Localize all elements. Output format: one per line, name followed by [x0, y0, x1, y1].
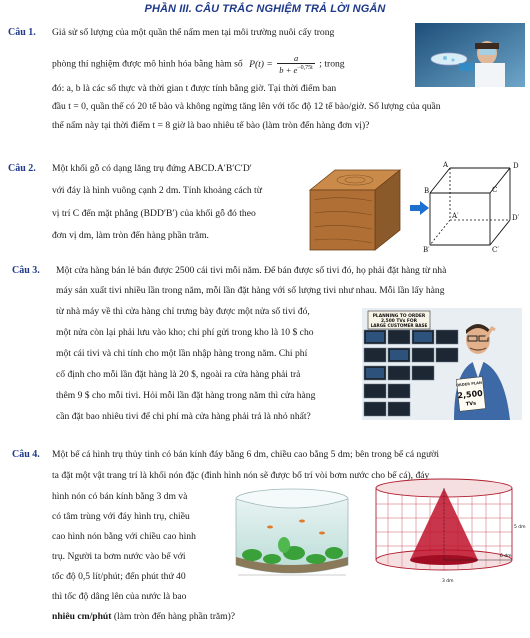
q1-line-4: đầu t = 0, quần thể có 20 tế bào và không ngừng tăng lên với tốc độ 12 tế bào/giờ. Số lượng của quần [52, 101, 441, 112]
svg-text:C′: C′ [492, 246, 499, 254]
q3-line-8: cần đặt bao nhiêu tivi để chi phí mà cửa hàng phải trả là nhỏ nhất? [56, 411, 311, 422]
svg-text:B: B [424, 187, 430, 195]
question-3-label: Câu 3. [12, 265, 40, 276]
q2-line-1: Một khối gỗ có dạng lăng trụ đứng ABCD.A′B′C′D′ [52, 163, 252, 174]
cylinder-cone-diagram [372, 478, 526, 590]
svg-text:2,500: 2,500 [457, 388, 484, 401]
question-4-label: Câu 4. [12, 449, 40, 460]
svg-text:TVs: TVs [465, 400, 477, 408]
q4-line-5: cao hình nón bằng với chiều cao hình [52, 531, 196, 542]
lab-scientist-photo [415, 23, 525, 87]
cube-diagram [425, 160, 525, 255]
q3-line-4: một nửa còn lại phải lưu vào kho; chi phí gửi trong kho là 10 $ cho [56, 327, 314, 338]
svg-text:6 dm: 6 dm [500, 554, 512, 559]
svg-text:A′: A′ [452, 212, 459, 220]
q4-line-3: hình nón có bán kính bằng 3 dm và [52, 491, 188, 502]
svg-text:2,500 TVs FOR: 2,500 TVs FOR [380, 319, 418, 324]
tv-store-illustration [362, 308, 522, 420]
svg-text:LARGE CUSTOMER BASE: LARGE CUSTOMER BASE [370, 323, 428, 328]
q4-line-6: trụ. Người ta bơm nước vào bể với [52, 551, 186, 562]
q4-line-9: nhiêu cm/phút (làm tròn đến hàng phần trăm)? [52, 611, 236, 622]
svg-text:A: A [443, 161, 449, 169]
svg-text:D: D [513, 162, 519, 170]
aquarium-photo [232, 487, 352, 579]
q1-line-1: Giả sử số lượng của một quần thể nấm men tại môi trường nuôi cấy trong [52, 27, 335, 38]
svg-text:D′: D′ [512, 214, 520, 222]
svg-text:PLANNING TO ORDER: PLANNING TO ORDER [372, 314, 426, 319]
question-1-label: Câu 1. [8, 27, 36, 38]
q4-line-4: có tâm trùng với đáy hình trụ, chiều [52, 511, 190, 522]
q4-line-1: Một bể cá hình trụ thủy tinh có bán kính đáy bằng 6 dm, chiều cao bằng 5 dm; bên trong bể cá người [52, 449, 440, 460]
q1-line-3: đó: a, b là các số thực và thời gian t được tính bằng giờ. Tại thời điểm ban [52, 83, 337, 94]
q1-line-5: thể nấm này tại thời điểm t = 8 giờ là bao nhiêu tế bào (làm tròn đến hàng đơn vị)? [52, 120, 370, 131]
svg-text:3 dm: 3 dm [442, 579, 454, 584]
q4-line-2: ta đặt một vật trang trí là khối nón đặc (đỉnh hình nón sẽ được bố trí vòi bơm nước cho bể cá), đáy [52, 470, 430, 481]
question-2-label: Câu 2. [8, 163, 36, 174]
page-title: PHẦN III. CÂU TRẮC NGHIỆM TRẢ LỜI NGẮN [144, 3, 386, 15]
q3-line-5: một cái tivi và chi tính cho một lần nhập hàng trong năm. Chi phí [56, 348, 308, 359]
svg-text:B′: B′ [423, 246, 430, 254]
q4-line-8: thì tốc độ dâng lên của nước là bao [52, 591, 187, 602]
q2-line-2: với đáy là hình vuông cạnh 2 dm. Tính khoảng cách từ [52, 185, 262, 196]
q2-line-4: đơn vị dm, làm tròn đến hàng phần trăm. [52, 230, 209, 241]
q1-line-2: phòng thí nghiệm được mô hình hóa bằng hàm số P(t) = $\frac{a}{b + e^{-0,75t}}$ ; trong [52, 53, 345, 75]
svg-text:5 dm: 5 dm [514, 525, 526, 530]
q2-line-3: vị trí C đến mặt phẳng (BDD′B′) của khối gỗ đó theo [52, 208, 256, 219]
q4-line-7: tốc độ 0,5 lít/phút; đến phút thứ 40 [52, 571, 186, 582]
q3-line-3: từ nhà máy về thì cửa hàng chỉ trưng bày được một nửa số tivi đó, [56, 306, 310, 317]
q3-line-7: thêm 9 $ cho mỗi tivi. Hỏi mỗi lần đặt hàng trong năm thì cửa hàng [56, 390, 316, 401]
wood-block-image [300, 165, 410, 255]
svg-text:C: C [492, 186, 498, 194]
q3-line-6: cố định cho mỗi lần đặt hàng là 20 $, ngoài ra cửa hàng phải trả [56, 369, 301, 380]
svg-text:ORDER PLAN: ORDER PLAN [455, 380, 483, 388]
q3-line-2: máy sản xuất tivi nhiều lần trong năm, mỗi lần đặt hàng với số lượng tivi như nhau. Mỗi lần lấy hàng [56, 285, 445, 296]
q3-line-1: Một cửa hàng bán lẻ bán được 2500 cái tivi mỗi năm. Để bán được số tivi đó, họ phải đặt hàng từ nhà [56, 265, 447, 276]
q1-fraction: $\frac{a}{b + e^{-0,75t}}$ [279, 53, 313, 75]
